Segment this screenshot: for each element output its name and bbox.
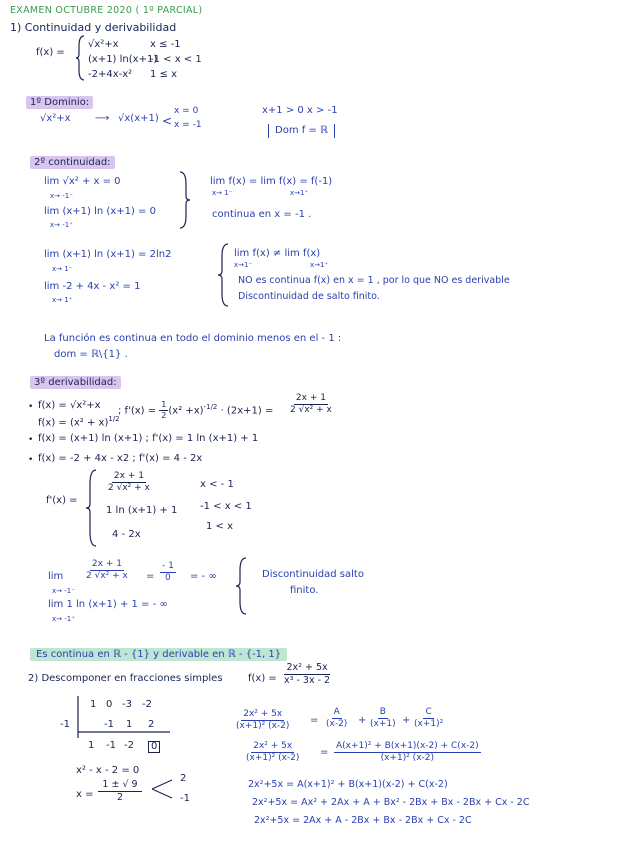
pf-term-c: $\frac{C}{\text{(x+1)²}}$ bbox=[414, 707, 444, 729]
ruffini-bot-3: -2 bbox=[124, 740, 134, 751]
ruffini-top-3: -3 bbox=[122, 699, 132, 710]
ruffini-root: -1 bbox=[60, 719, 70, 730]
derivative-case-2-cond: -1 < x < 1 bbox=[200, 501, 252, 512]
piecewise-function-name: f(x) = bbox=[36, 47, 65, 58]
dominio-arrow: ⟶ bbox=[95, 113, 110, 124]
pf2-equals: = bbox=[320, 747, 329, 758]
continuidad-heading: 2º continuidad: bbox=[30, 158, 115, 168]
case-1-cond: x ≤ -1 bbox=[150, 39, 181, 50]
derivative-name: f'(x) = bbox=[46, 495, 78, 506]
bullet-icon: • bbox=[28, 435, 34, 445]
bullet-icon: • bbox=[28, 455, 34, 465]
discontinuity-note-2: finito. bbox=[290, 585, 319, 596]
derivative-case-1: $\frac{2x + 1}{\text{2 √x² + x}}$ bbox=[108, 471, 150, 493]
dominio-expr-1: √x²+x bbox=[40, 113, 71, 124]
ruffini-top-2: 0 bbox=[106, 699, 113, 710]
continuity-right-sub-2: x→1⁺ bbox=[290, 189, 309, 197]
pf-plus-1: + bbox=[358, 715, 367, 726]
ruffini-mid-1: -1 bbox=[104, 719, 114, 730]
case-2-expr: (x+1) ln(x+1) bbox=[88, 54, 158, 65]
section-2-fx: f(x) = bbox=[248, 673, 277, 684]
der-line-1e: $f(x) = (x^2 + x)^{1/2}$ bbox=[38, 415, 120, 429]
limit-b-sub: x→ -1⁺ bbox=[52, 615, 75, 623]
dominio-expr-2: √x(x+1) bbox=[118, 113, 159, 124]
continuity-brace-1 bbox=[180, 172, 192, 228]
continuity-right-limits: lim f(x) = lim f(x) = f(-1) bbox=[210, 176, 333, 187]
limit-2: lim (x+1) ln (x+1) = 0 bbox=[44, 206, 156, 217]
limit-a-sub: x→ -1⁻ bbox=[52, 587, 75, 595]
quadratic-branch-arrows bbox=[152, 778, 176, 800]
pf-term-b: $\frac{B}{(x+1)}$ bbox=[370, 707, 396, 729]
der-line-1-fraction: $\frac{2x + 1}{\text{2 √x² + x}}$ bbox=[290, 393, 332, 415]
limit-3: lim (x+1) ln (x+1) = 2ln2 bbox=[44, 249, 172, 260]
derivative-case-3: 4 - 2x bbox=[112, 529, 141, 540]
der-line-2: f(x) = (x+1) ln (x+1) ; f'(x) = 1 ln (x+1) + 1 bbox=[38, 433, 259, 444]
section-1-heading: 1) Continuidad y derivabilidad bbox=[10, 21, 177, 34]
pf-term-a: $\frac{A}{(x-2)}$ bbox=[326, 707, 348, 729]
quadratic-equation: x² - x - 2 = 0 bbox=[76, 765, 140, 776]
limit-a-equals: = bbox=[146, 571, 155, 582]
section-2-fraction: $\frac{\text{2x² + 5x}}{\text{x³ - 3x - 2}}$ bbox=[284, 662, 331, 686]
discontinuity-line-2: Discontinuidad de salto finito. bbox=[238, 291, 380, 302]
ruffini-bot-4: 0 bbox=[148, 741, 160, 753]
ruffini-bot-2: -1 bbox=[106, 740, 116, 751]
dominio-result: Dom f = ℝ bbox=[268, 124, 335, 138]
conclusion-line-1: La función es continua en todo el dominio menos en el - 1 : bbox=[44, 333, 342, 344]
pf-equals: = bbox=[310, 715, 319, 726]
ruffini-bot-1: 1 bbox=[88, 740, 95, 751]
exam-title: EXAMEN OCTUBRE 2020 ( 1º PARCIAL) bbox=[10, 5, 203, 16]
case-3-expr: -2+4x-x² bbox=[88, 69, 133, 80]
limit-a-fraction-2: $\frac{- 1}{0}$ bbox=[162, 561, 174, 583]
continuity-statement: continua en x = -1 . bbox=[212, 209, 312, 220]
derivabilidad-heading: 3º derivabilidad: bbox=[30, 378, 121, 388]
ruffini-top-1: 1 bbox=[90, 699, 97, 710]
limit-1-sub: x→ -1⁻ bbox=[50, 192, 73, 200]
ruffini-mid-3: 2 bbox=[148, 719, 155, 730]
discontinuity-note-1: Discontinuidad salto bbox=[262, 569, 364, 580]
bullet-icon: • bbox=[28, 402, 34, 412]
continuity-right-sub-1: x→ 1⁻ bbox=[212, 189, 233, 197]
limit-b: lim 1 ln (x+1) + 1 = - ∞ bbox=[48, 599, 168, 610]
quadratic-x: x = bbox=[76, 789, 94, 800]
der-line-1b: ; f'(x) = $\frac{1}{2}$ $(x^2 +x)^{-1/2} \cdot (2x+1)$ = bbox=[118, 400, 274, 420]
expansion-line-3: 2x²+5x = 2Ax + A - 2Bx + Bx - 2Bx + Cx - 2C bbox=[254, 815, 472, 826]
case-1-expr: √x²+x bbox=[88, 39, 119, 50]
limit-2-sub: x→ -1⁺ bbox=[50, 221, 73, 229]
limit-brace bbox=[236, 558, 248, 614]
ruffini-lines bbox=[74, 696, 174, 740]
quadratic-root-2: -1 bbox=[180, 793, 190, 804]
pf2-right-fraction: $\frac{\text{A(x+1)² + B(x+1)(x-2) + C(x-2)}}{\text{(x+1)² (x-2)}}$ bbox=[336, 741, 479, 763]
continuity-brace-2 bbox=[218, 244, 230, 306]
der-line-3: f(x) = -2 + 4x - x2 ; f'(x) = 4 - 2x bbox=[38, 453, 203, 464]
ruffini-top-4: -2 bbox=[142, 699, 152, 710]
der-line-1a: f(x) = √x²+x bbox=[38, 400, 101, 411]
dominio-heading: 1º Dominio: bbox=[26, 98, 93, 108]
discontinuity-limits: lim f(x) ≠ lim f(x) bbox=[234, 248, 321, 259]
limit-3-sub: x→ 1⁻ bbox=[52, 265, 73, 273]
discontinuity-line-1: NO es continua f(x) en x = 1 , por lo que NO es derivable bbox=[238, 275, 510, 286]
case-3-cond: 1 ≤ x bbox=[150, 69, 178, 80]
quadratic-fraction: $\frac{1 \pm √ 9}{2}$ bbox=[98, 780, 142, 802]
limit-4-sub: x→ 1⁺ bbox=[52, 296, 73, 304]
limit-a-result: = - ∞ bbox=[190, 571, 217, 582]
dominio-branch-1: x = 0 bbox=[174, 106, 199, 116]
dominio-branch-arrow: < bbox=[162, 114, 173, 128]
limit-a-fraction: $\frac{2x + 1}{\text{2 √x² + x}}$ bbox=[86, 559, 128, 581]
limit-4: lim -2 + 4x - x² = 1 bbox=[44, 281, 141, 292]
derivative-case-1-cond: x < - 1 bbox=[200, 479, 234, 490]
discontinuity-sub-2: x→1⁺ bbox=[310, 261, 329, 269]
section-2-heading: 2) Descomponer en fracciones simples bbox=[28, 673, 223, 684]
summary-statement: Es continua en ℝ - {1} y derivable en ℝ - {-1, 1} bbox=[30, 650, 287, 660]
limit-a: lim bbox=[48, 571, 64, 582]
piecewise-brace bbox=[76, 36, 86, 80]
dominio-branch-2: x = -1 bbox=[174, 120, 202, 130]
dominio-condition: x+1 > 0 x > -1 bbox=[262, 105, 338, 116]
derivative-case-3-cond: 1 < x bbox=[206, 521, 234, 532]
pf2-left-fraction: $\frac{\text{2x² + 5x}}{\text{(x+1)² (x-2)}}$ bbox=[246, 741, 300, 763]
discontinuity-sub-1: x→1⁻ bbox=[234, 261, 253, 269]
ruffini-mid-2: 1 bbox=[126, 719, 133, 730]
quadratic-root-1: 2 bbox=[180, 773, 187, 784]
pf-plus-2: + bbox=[402, 715, 411, 726]
derivative-case-2: 1 ln (x+1) + 1 bbox=[106, 505, 178, 516]
limit-1: lim √x² + x = 0 bbox=[44, 176, 121, 187]
case-2-cond: -1 < x < 1 bbox=[150, 54, 202, 65]
conclusion-line-2: dom = ℝ\{1} . bbox=[54, 349, 128, 360]
pf-left-fraction: $\frac{\text{2x² + 5x}}{\text{(x+1)² (x-2)}}$ bbox=[236, 709, 290, 731]
derivative-brace bbox=[86, 470, 98, 546]
expansion-line-1: 2x²+5x = A(x+1)² + B(x+1)(x-2) + C(x-2) bbox=[248, 779, 448, 790]
expansion-line-2: 2x²+5x = Ax² + 2Ax + A + Bx² - 2Bx + Bx - 2Bx + Cx - 2C bbox=[252, 797, 530, 808]
